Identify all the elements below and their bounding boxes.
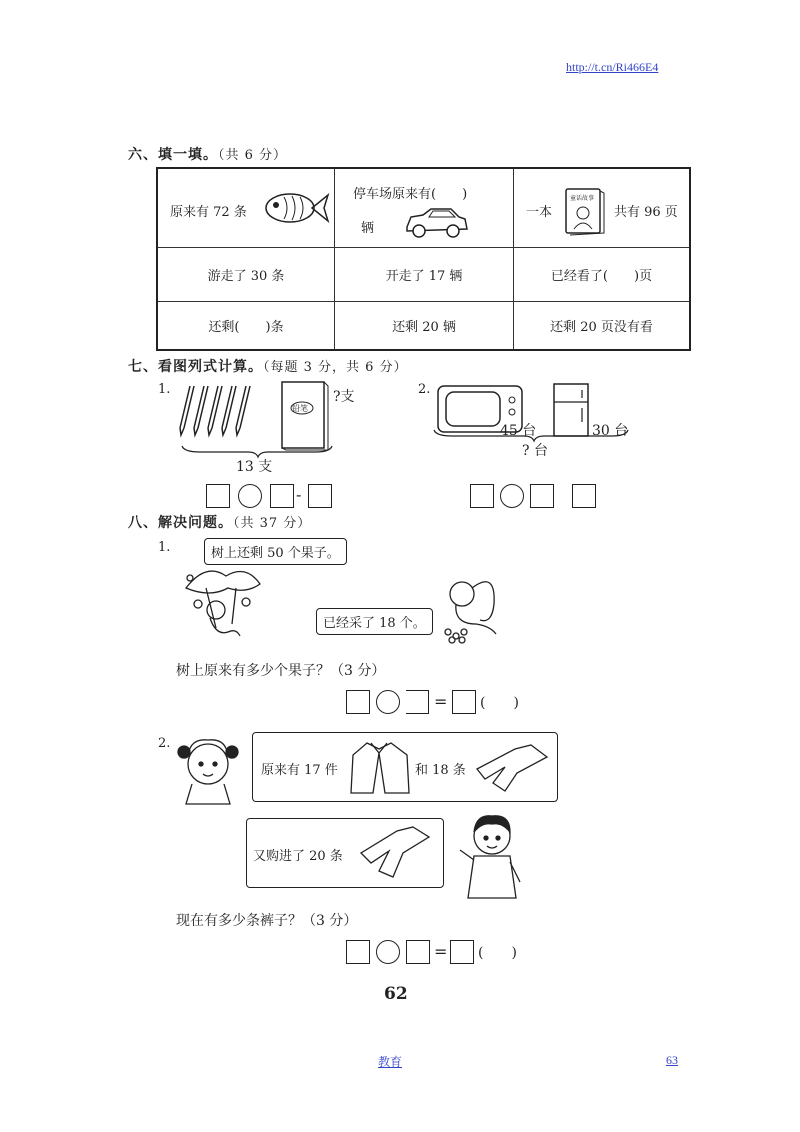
car-remaining-text: 还剩 20 辆 (392, 320, 456, 336)
car-left-text: 开走了 17 辆 (385, 269, 463, 285)
q7-2-answer-box-3[interactable] (572, 484, 596, 508)
q8-2-answer-box-1[interactable] (346, 940, 370, 964)
monkey-with-fruits-illustration (436, 574, 512, 648)
section-8-title (128, 512, 311, 532)
q8-2-answer-box-2[interactable] (406, 940, 430, 964)
cell-book-original (514, 168, 691, 248)
cell-fish-original (157, 168, 335, 248)
fish-remaining-text: 还剩( )条 (208, 320, 284, 336)
q7-2-answer-box-2[interactable] (530, 484, 554, 508)
pencil-unknown-label: ?支 (333, 389, 355, 405)
q7-2-number: 2. (418, 382, 431, 397)
q8-1-answer-box-3[interactable] (452, 690, 476, 714)
page-number: 62 (384, 984, 408, 1004)
girl-bubble-text-b: 和 18 条 (415, 763, 466, 778)
book-original-text: 一本 (526, 205, 553, 221)
section-7-heading: 七、看图列式计算。 (128, 359, 263, 375)
q7-1-number: 1. (158, 382, 171, 397)
q7-2-total-label: ? 台 (522, 443, 548, 459)
fish-original-text: 原来有 72 条 (170, 205, 247, 221)
fridge-count-label: 30 台 (592, 423, 629, 439)
pants-icon (475, 743, 551, 793)
girl-illustration (176, 732, 244, 806)
book-remaining-text: 还剩 20 页没有看 (550, 320, 653, 336)
jacket-icon (349, 739, 411, 797)
q8-1-question: 树上原来有多少个果子？（3 分） (176, 663, 386, 679)
header-url-link[interactable]: http://t.cn/Ri466E4 (566, 60, 659, 74)
boy-illustration (456, 810, 528, 900)
tree-speech-bubble: 树上还剩 50 个果子。 (204, 538, 347, 565)
q7-1-answer-box-2[interactable] (270, 484, 294, 508)
section-8-note: （共 37 分） (233, 516, 312, 531)
pencil-box-label: 铅笔 (292, 404, 308, 413)
q8-1-answer-box-2[interactable] (406, 690, 429, 714)
cell-book-remaining (514, 302, 691, 350)
section-6-note: （共 6 分） (218, 148, 288, 163)
book-cover-title: 童话故事 (570, 195, 595, 203)
q8-2-unit-paren[interactable]: ( ) (478, 945, 517, 961)
q8-1-number: 1. (158, 540, 171, 555)
cell-book-read (514, 248, 691, 302)
cell-fish-left (157, 248, 335, 302)
boy-bubble-text: 又购进了 20 条 (253, 849, 343, 864)
pencil-box-icon (280, 380, 330, 452)
fish-icon (262, 191, 330, 225)
pants-icon (359, 825, 435, 881)
cell-fish-remaining (157, 302, 335, 350)
q8-2-operator-circle[interactable] (376, 940, 400, 964)
pencil-total-label: 13 支 (236, 459, 273, 475)
cell-car-remaining (335, 302, 514, 350)
cell-car-left (335, 248, 514, 302)
q8-2-equals: = (434, 942, 448, 961)
girl-speech-bubble (252, 732, 558, 802)
pencils-icon (176, 382, 256, 438)
fill-in-table (156, 167, 691, 351)
cell-car-original (335, 168, 514, 248)
book-read-text: 已经看了( )页 (550, 269, 653, 285)
section-7-note: （每题 3 分，共 6 分） (263, 360, 408, 375)
tv-count-label: 45 台 (500, 423, 537, 439)
q7-2-answer-box-1[interactable] (470, 484, 494, 508)
footer-page-link[interactable]: 63 (666, 1053, 678, 1067)
section-7-title (128, 356, 408, 376)
car-original-text: 停车场原来有( ) (353, 187, 468, 203)
car-icon (403, 207, 469, 239)
q8-1-operator-circle[interactable] (376, 690, 400, 714)
q8-1-answer-box-1[interactable] (346, 690, 370, 714)
fish-left-text: 游走了 30 条 (207, 269, 285, 285)
boy-speech-bubble (246, 818, 444, 888)
monkey-speech-bubble: 已经采了 18 个。 (316, 608, 433, 635)
section-6-heading: 六、填一填。 (128, 147, 218, 163)
q8-1-equals: = (434, 692, 448, 711)
q8-2-answer-box-3[interactable] (450, 940, 474, 964)
footer-link[interactable]: 教育 (378, 1055, 403, 1069)
girl-bubble-text-a: 原来有 17 件 (261, 763, 338, 778)
tree-monkey-illustration (176, 558, 266, 642)
section-8-heading: 八、解决问题。 (128, 515, 233, 531)
q8-2-question: 现在有多少条裤子？（3 分） (176, 913, 358, 929)
q7-1-operator-circle[interactable] (238, 484, 262, 508)
q7-1-answer-box-1[interactable] (206, 484, 230, 508)
q8-1-unit-paren[interactable]: ( ) (480, 695, 519, 711)
section-6-title (128, 144, 287, 164)
q8-2-number: 2. (158, 736, 171, 751)
q7-2-operator-circle[interactable] (500, 484, 524, 508)
q7-1-operator-text: - (296, 485, 302, 504)
book-pages-text: 共有 96 页 (614, 205, 678, 221)
car-unit-text: 辆 (361, 221, 375, 237)
q7-1-answer-box-3[interactable] (308, 484, 332, 508)
